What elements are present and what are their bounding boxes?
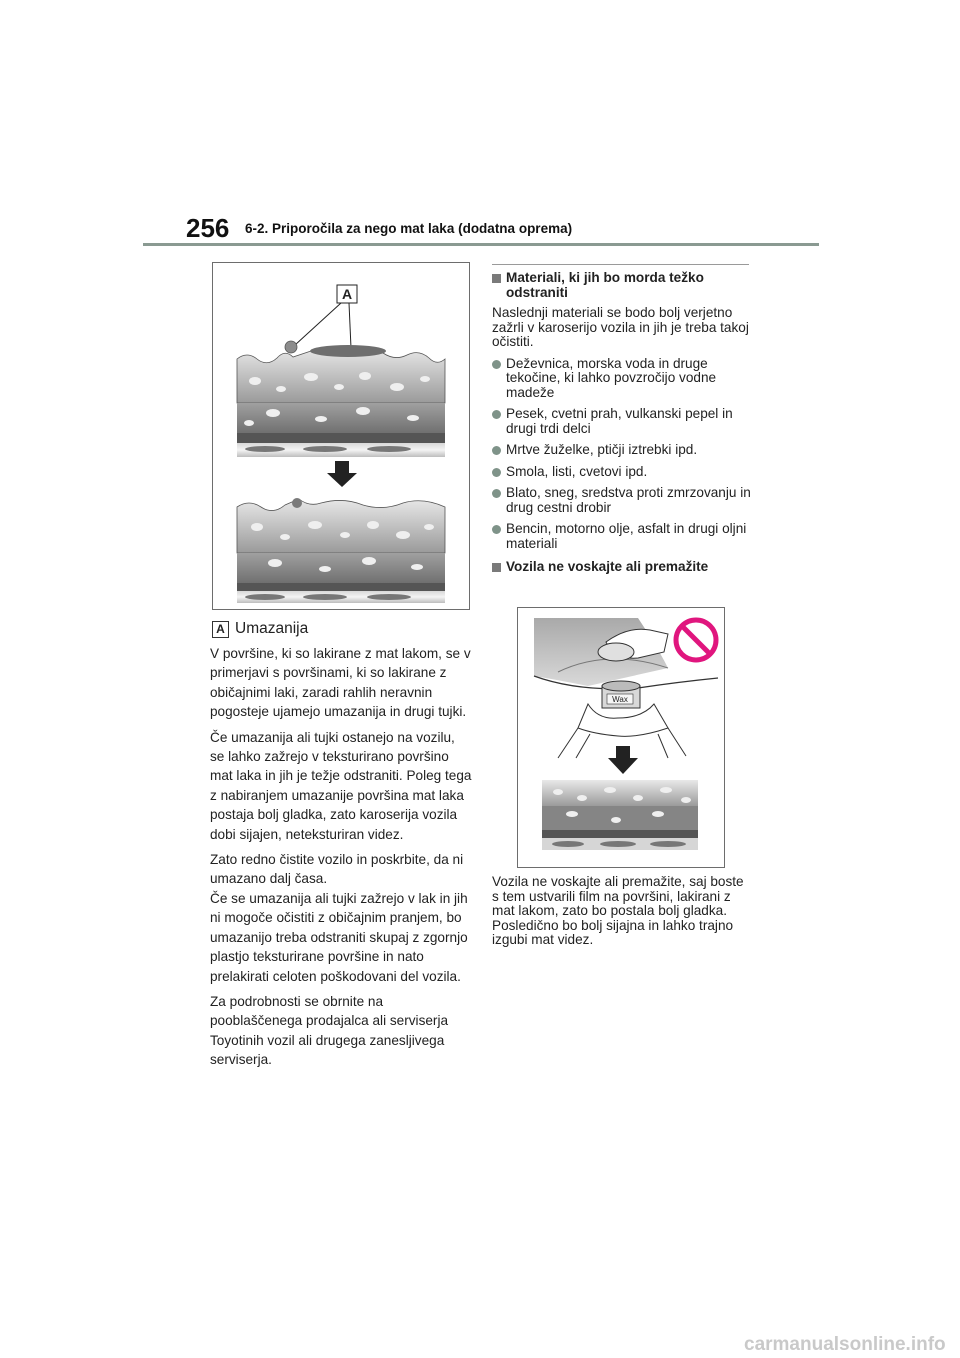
section-title: 6-2. Priporočila za nego mat laka (dodatna oprema) [245, 221, 573, 236]
section-divider [492, 264, 749, 265]
list-item: Mrtve žuželke, ptičji iztrebki ipd. [492, 443, 754, 458]
wax-diagram [518, 608, 724, 867]
down-arrow-icon [608, 746, 638, 774]
damaged-surface-panel [237, 498, 445, 603]
prohibition-icon [676, 620, 716, 660]
left-column-text [210, 644, 472, 1076]
intro-paragraph: Naslednji materiali se bodo bolj verjetno zažrli v karoserijo vozila in jih je treba takoj očistiti. [492, 305, 749, 349]
callout-label-a: A [212, 621, 229, 638]
square-bullet-icon [492, 274, 501, 283]
callout-text: Umazanija [235, 620, 309, 637]
circle-bullet-icon [492, 446, 501, 455]
page-number: 256 [186, 213, 230, 243]
list-item: Blato, sneg, sredstva proti zmrzovanju in drug cestni drobir [492, 486, 754, 515]
label-a: A [341, 286, 353, 302]
list-item: Smola, listi, cvetovi ipd. [492, 465, 754, 480]
circle-bullet-icon [492, 525, 501, 534]
wax-label: Wax [612, 695, 628, 704]
no-wax-paragraph: Vozila ne voskajte ali premažite, saj boste s tem ustvarili film na površini, lakirani z mat lakom, zato bo postala bolj gladka. Posledično bo bolj sijajna in lahko trajno izgubi mat videz. [492, 874, 744, 947]
list-item: Deževnica, morska voda in druge tekočine, ki lahko povzročijo vodne madeže [492, 357, 754, 401]
watermark: carmanualsonline.info [744, 1334, 946, 1355]
circle-bullet-icon [492, 410, 501, 419]
paragraph: Če se umazanija ali tujki zažrejo v lak in jih ni mogoče očistiti z običajnim pranjem, bo umazanijo treba odstraniti skupaj z zgornjo plastjo teksturirane površine in nato prelakirati celoten poškodovani del vozila. [210, 890, 468, 984]
no-wax-illustration [517, 607, 725, 868]
paragraph: Zato redno čistite vozilo in poskrbite, da ni umazano dalj časa. [210, 852, 464, 887]
right-column-text [492, 264, 754, 575]
dirt-illustration [212, 262, 470, 610]
square-bullet-icon [492, 563, 501, 572]
dirty-surface-panel [237, 341, 445, 457]
circle-bullet-icon [492, 489, 501, 498]
heading-no-wax: Vozila ne voskajte ali premažite [492, 560, 754, 575]
paragraph: V površine, ki so lakirane z mat lakom, se v primerjavi s površinami, ki so lakirane z običajnimi laki, zaradi rahlih neravnin pogosteje ujamejo umazanija in drugi tujki. [210, 646, 471, 720]
figure-a-caption [212, 620, 308, 638]
down-arrow-icon [327, 461, 357, 487]
header-divider [143, 243, 819, 246]
paint-layer-diagram [213, 263, 469, 609]
paragraph: Če umazanija ali tujki ostanejo na vozilu, se lahko zažrejo v teksturirano površino mat laka in jih je težje odstraniti. Poleg tega z nabiranjem umazanije površina mat laka postaja bolj gladka, zato karoserija vozila dobi sijajen, neteksturiran videz. [210, 729, 472, 842]
paragraph: Za podrobnosti se obrnite na pooblaščenega prodajalca ali serviserja Toyotinih vozil ali drugega zanesljivega serviserja. [210, 993, 449, 1068]
list-item: Pesek, cvetni prah, vulkanski pepel in drugi trdi delci [492, 407, 754, 436]
heading-materials: Materiali, ki jih bo morda težko odstraniti [492, 271, 754, 300]
circle-bullet-icon [492, 360, 501, 369]
glossy-surface-panel [542, 780, 698, 850]
list-item: Bencin, motorno olje, asfalt in drugi oljni materiali [492, 522, 754, 551]
circle-bullet-icon [492, 468, 501, 477]
